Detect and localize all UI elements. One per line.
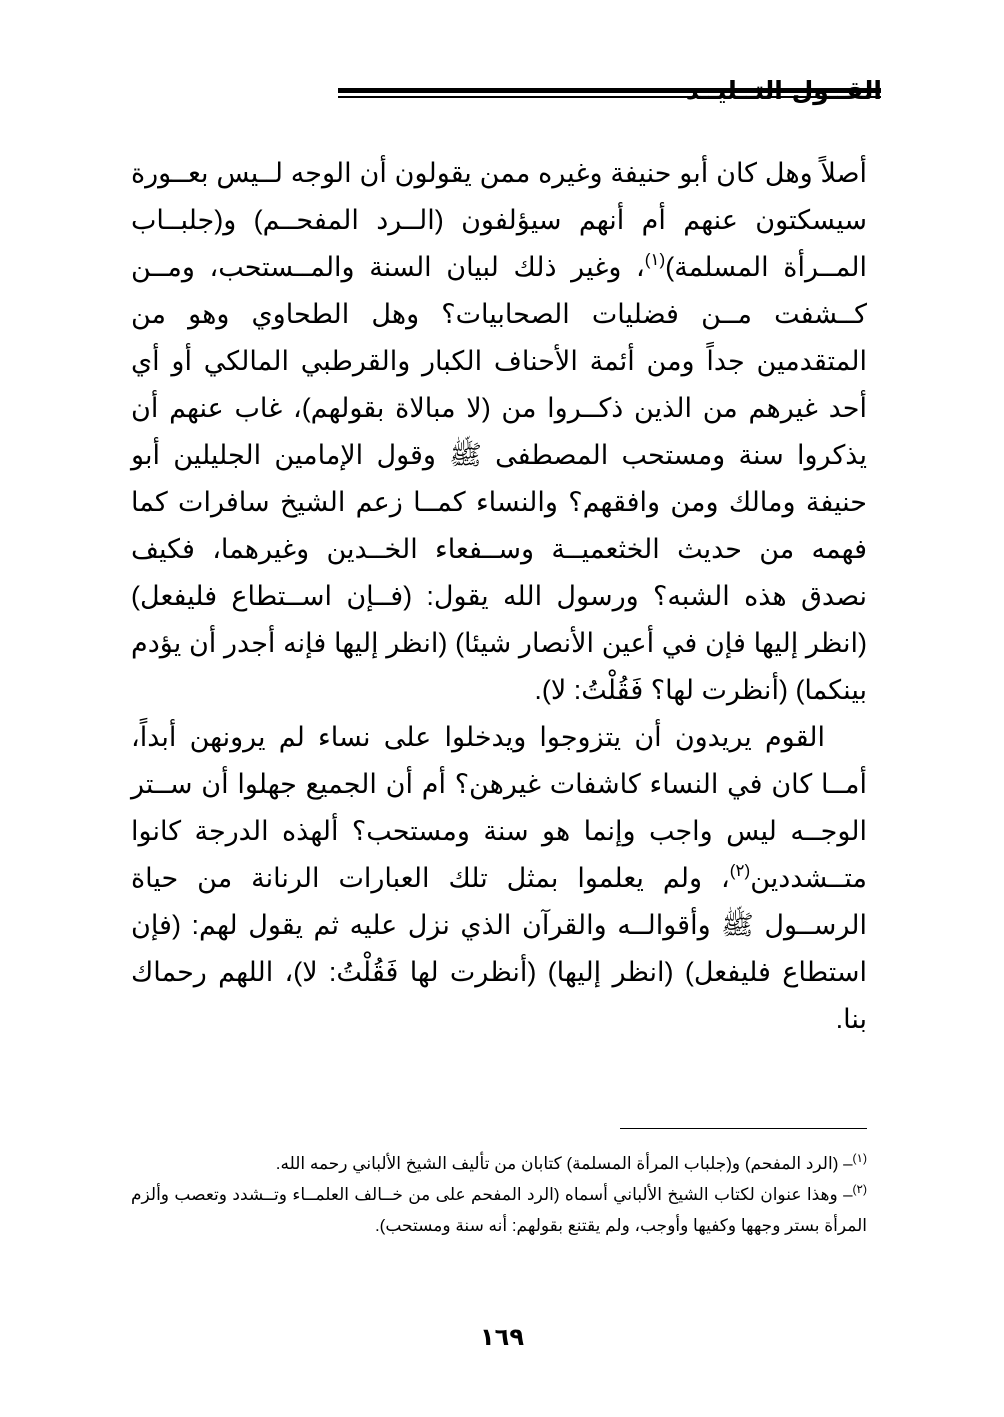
footnote-2-text: – وهذا عنوان لكتاب الشيخ الألباني أسماه (الرد المفحم على من خــالف العلمــاء وتــشدد وتعصب وألزم المرأة بستر وجهها وكفيها وأوجب، ولم يقتنع بقولهم: أنه سنة ومستحب). <box>131 1185 867 1235</box>
page-number: ١٦٩ <box>480 1323 524 1351</box>
footnotes <box>131 1148 867 1241</box>
running-header <box>122 72 882 112</box>
footnote-ref-2[interactable]: (٢) <box>729 861 751 880</box>
paragraph-1-part-1: أصلاً وهل كان أبو حنيفة وغيره ممن يقولون أن الوجه لــيس بعــورة سيسكتون عنهم أم أنهم سيؤلفون (الــرد المفحــم) و(جلبــاب المــرأة المسلمة) <box>131 158 867 282</box>
footnote-separator <box>620 1128 867 1129</box>
paragraph-1 <box>131 150 867 714</box>
footnote-2 <box>131 1179 867 1241</box>
footnote-1-mark: (١) <box>852 1151 867 1165</box>
paragraph-1-part-2: ، وغير ذلك لبيان السنة والمــستحب، ومــن كــشفت مــن فضليات الصحابيات؟ وهل الطحاوي وهو من المتقدمين جداً ومن أئمة الأحناف الكبار والقرطبي المالكي أو أي أحد غيرهم من الذين ذكــروا من (لا مبالاة بقولهم)، غاب عنهم أن يذكروا سنة ومستحب المصطفى ﷺ وقول الإمامين الجليلين أبو حنيفة ومالك ومن وافقهم؟ والنساء كمــا زعم الشيخ سافرات كما فهمه من حديث الخثعميــة وســفعاء الخــدين وغيرهما، فكيف نصدق هذه الشبه؟ ورسول الله يقول: (فــإن اســتطاع فليفعل) (انظر إليها فإن في أعين الأنصار شيئا) (انظر إليها فإنه أجدر أن يؤدم بينكما) (أنظرت لها؟ فَقُلْتُ: لا). <box>131 252 867 705</box>
footnote-2-mark: (٢) <box>852 1182 867 1196</box>
paragraph-2-part-2: ، ولم يعلموا بمثل تلك العبارات الرنانة من حياة الرســول ﷺ وأقوالــه والقرآن الذي نزل عليه ثم يقول لهم: (فإن استطاع فليفعل) (انظر إليها) (أنظرت لها فَقُلْتُ: لا)، اللهم رحماك بنا. <box>131 863 867 1034</box>
footnote-ref-1[interactable]: (١) <box>644 250 666 269</box>
paragraph-2 <box>131 714 867 1043</box>
footnote-1-text: – (الرد المفحم) و(جلباب المرأة المسلمة) كتابان من تأليف الشيخ الألباني رحمه الله. <box>275 1154 853 1173</box>
book-title: القــول التــليــد <box>685 76 882 105</box>
paragraph-2-part-1: القوم يريدون أن يتزوجوا ويدخلوا على نساء لم يرونهن أبداً، أمــا كان في النساء كاشفات غيرهن؟ أم أن الجميع جهلوا أن ســتر الوجــه ليس واجب وإنما هو سنة ومستحب؟ ألهذه الدرجة كانوا متــشددين <box>131 722 867 893</box>
main-text <box>131 150 867 1043</box>
footnote-1 <box>131 1148 867 1179</box>
